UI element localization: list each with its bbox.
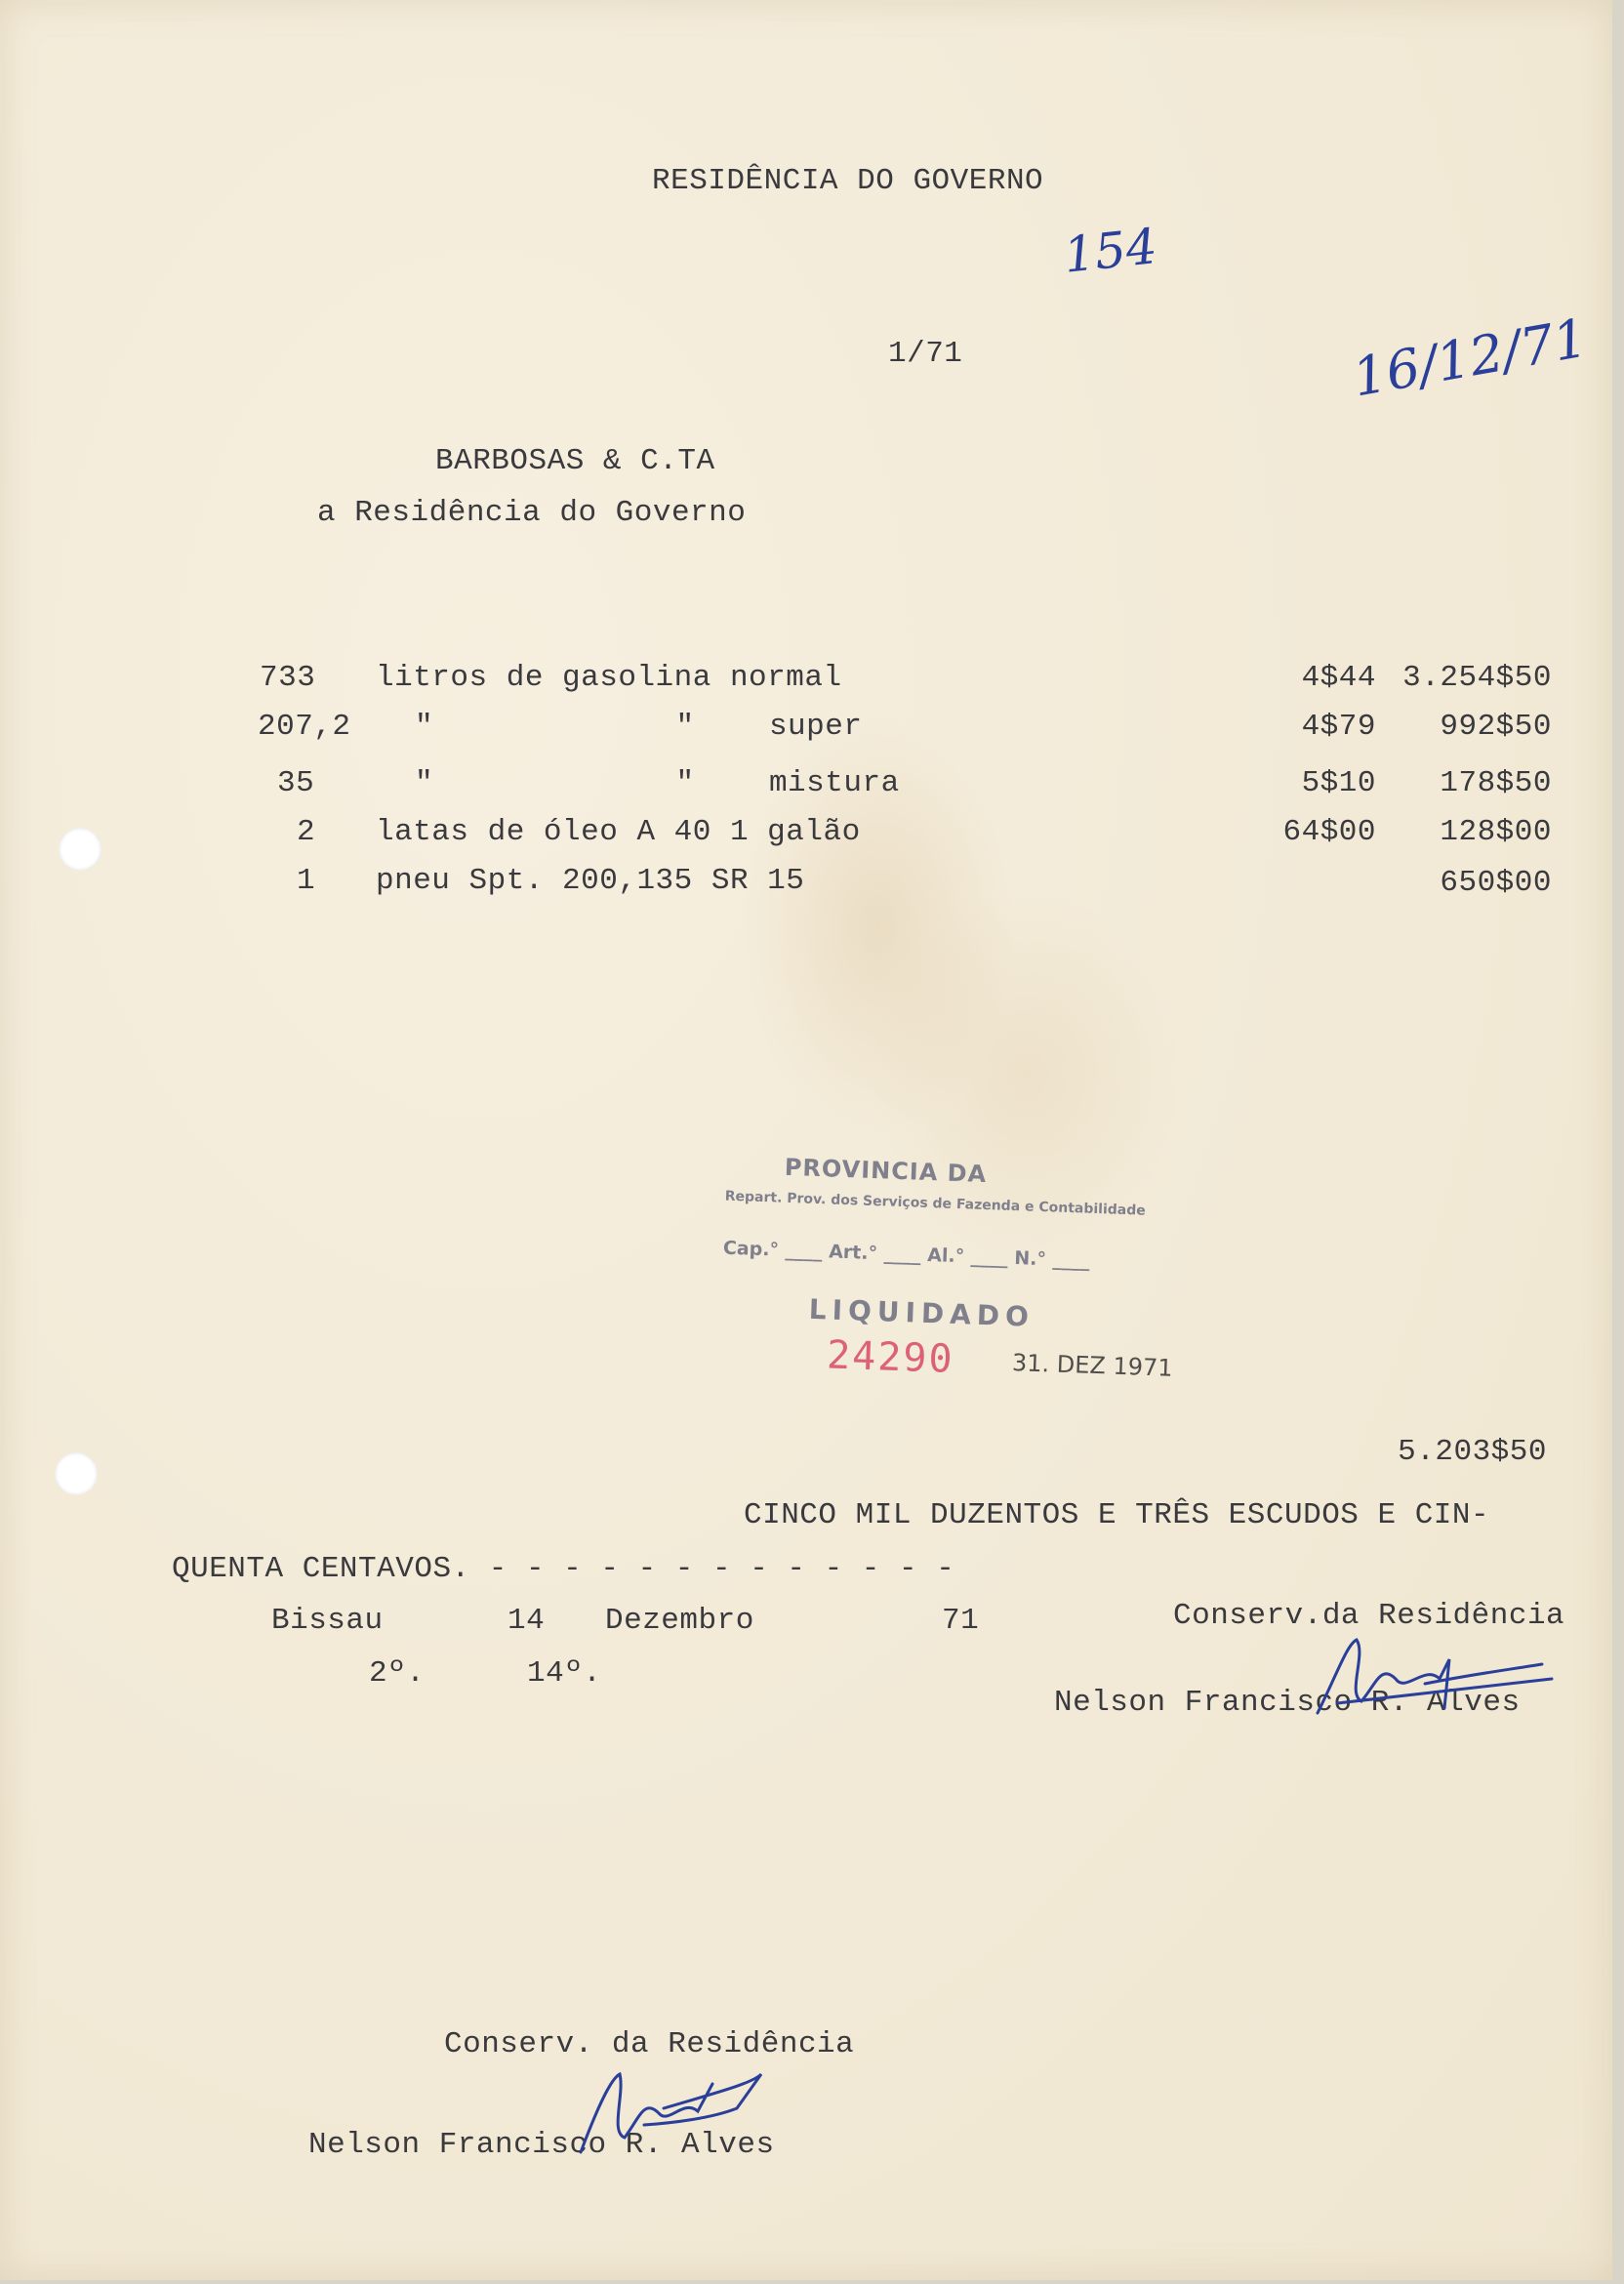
stamp-line4: LIQUIDADO — [808, 1292, 1035, 1333]
stamp-line2: Repart. Prov. dos Serviços de Fazenda e Contabilidade — [724, 1188, 1147, 1219]
signature1-scribble — [1279, 1625, 1562, 1723]
handwritten-ref: 154 — [1061, 218, 1160, 284]
item-desc: " " mistura — [415, 766, 900, 800]
item-qty: 207,2 — [258, 710, 351, 744]
signature2-name: Nelson Francisco R. Alves — [308, 2128, 775, 2162]
date-year: 71 — [942, 1604, 980, 1638]
item-total: 992$50 — [1440, 710, 1552, 744]
signature2-title: Conserv. da Residência — [444, 2027, 855, 2061]
item-desc: " " super — [415, 710, 863, 744]
document-number: 1/71 — [888, 337, 963, 371]
addressee-line1: BARBOSAS & C.TA — [435, 444, 715, 478]
document-title: RESIDÊNCIA DO GOVERNO — [652, 164, 1044, 198]
item-desc: pneu Spt. 200,135 SR 15 — [376, 864, 805, 898]
item-qty: 1 — [297, 864, 316, 898]
date-sub2: 14º. — [527, 1656, 602, 1691]
date-day: 14 — [508, 1604, 546, 1638]
handwritten-date: 16/12/71 — [1348, 306, 1593, 409]
signature2-scribble — [566, 2055, 781, 2162]
stamp-line3: Cap.° ____ Art.° ____ Al.° ____ N.° ____ — [722, 1237, 1090, 1272]
item-qty: 733 — [260, 661, 316, 695]
signature1-name: Nelson Francisco R. Alves — [1054, 1686, 1521, 1720]
item-total: 178$50 — [1440, 766, 1552, 800]
total-amount: 5.203$50 — [1398, 1435, 1547, 1469]
date-sub1: 2º. — [369, 1656, 426, 1691]
punch-hole-bottom — [55, 1452, 98, 1495]
stamp-date: 31. DEZ 1971 — [1011, 1349, 1174, 1382]
stamp-number: 24290 — [826, 1332, 955, 1382]
item-desc: litros de gasolina normal — [376, 661, 842, 695]
total-in-words-line2: QUENTA CENTAVOS. - - - - - - - - - - - - - — [172, 1552, 955, 1586]
signature1-title: Conserv.da Residência — [1173, 1599, 1565, 1633]
item-total: 3.254$50 — [1402, 661, 1552, 695]
item-total: 650$00 — [1440, 866, 1552, 900]
date-month: Dezembro — [605, 1604, 754, 1638]
item-qty: 2 — [297, 815, 316, 849]
item-unit-price: 5$10 — [1301, 766, 1376, 800]
item-unit-price: 64$00 — [1282, 815, 1376, 849]
item-unit-price: 4$79 — [1301, 710, 1376, 744]
item-qty: 35 — [277, 766, 315, 800]
item-total: 128$00 — [1440, 815, 1552, 849]
addressee-line2: a Residência do Governo — [317, 496, 747, 530]
total-in-words-line1: CINCO MIL DUZENTOS E TRÊS ESCUDOS E CIN- — [744, 1498, 1490, 1532]
item-desc: latas de óleo A 40 1 galão — [376, 815, 861, 849]
place-city: Bissau — [271, 1604, 384, 1638]
item-unit-price: 4$44 — [1301, 661, 1376, 695]
liquidation-stamp — [699, 1143, 1215, 1414]
punch-hole-top — [59, 828, 102, 871]
stamp-line1: PROVINCIA DA — [784, 1153, 988, 1189]
